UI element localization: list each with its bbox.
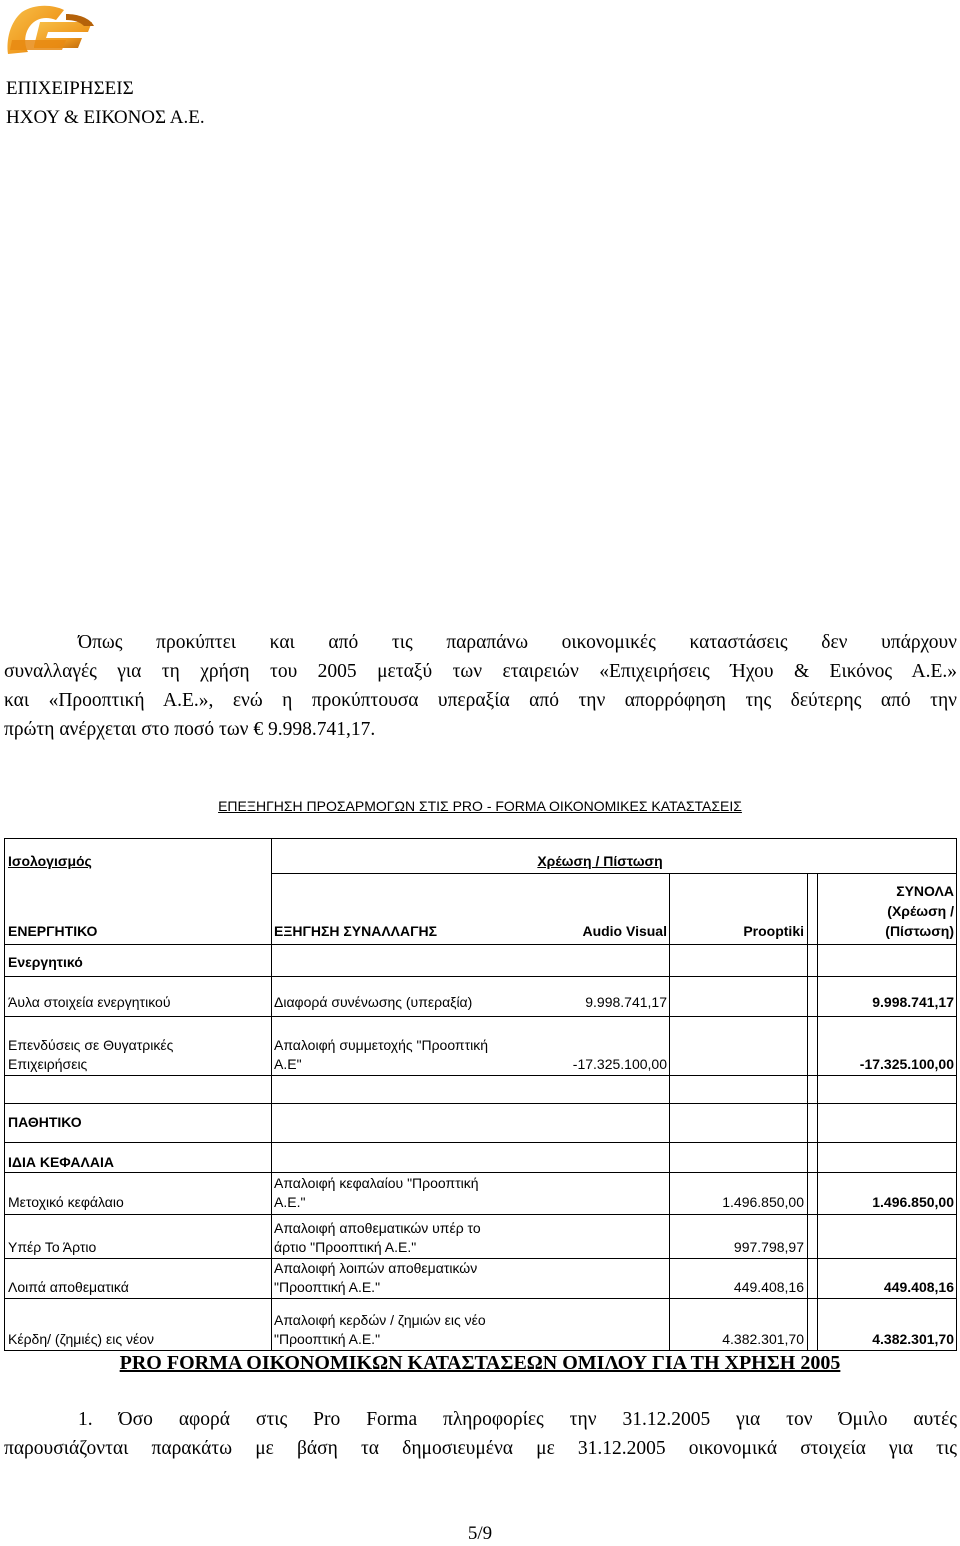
table-header-rule: [271, 873, 957, 874]
row-label-line1: Επενδύσεις σε Θυγατρικές: [8, 1037, 174, 1053]
table-border-top: [4, 838, 957, 839]
row-explanation: Διαφορά συνένωσης (υπεραξία): [274, 994, 473, 1010]
paragraph-line: και «Προοπτική Α.Ε.», ενώ η προκύπτουσα υπεραξία από την απορρόφηση της δεύτερης από την: [4, 690, 957, 711]
page-number: 5/9: [467, 1523, 493, 1544]
row-explanation-line2: Α.Ε.": [274, 1194, 306, 1210]
adjustments-title: ΕΠΕΞΗΓΗΣΗ ΠΡΟΣΑΡΜΟΓΩΝ ΣΤΙΣ PRO - FORMA ΟΙΚΟΝΟΜΙΚΕΣ ΚΑΤΑΣΤΑΣΕΙΣ: [218, 798, 742, 814]
row-prooptiki-value: 997.798,97: [733, 1239, 804, 1255]
row-explanation-line2: Α.Ε": [274, 1056, 302, 1072]
company-name: [6, 74, 205, 132]
table-row-rule: [4, 1172, 957, 1173]
company-name-line1: ΕΠΙΧΕΙΡΗΣΕΙΣ: [6, 78, 134, 99]
prooptiki-column-header: Prooptiki: [743, 923, 804, 939]
table-row-rule: [4, 1298, 957, 1299]
row-total-value: 1.496.850,00: [872, 1194, 954, 1210]
paragraph-line: Όπως προκύπτει και από τις παραπάνω οικονομικές καταστάσεις δεν υπάρχουν: [78, 632, 957, 653]
totals-column-header-line1: ΣΥΝΟΛΑ: [896, 883, 954, 899]
table-row-rule: [4, 1103, 957, 1104]
row-explanation-line1: Απαλοιφή αποθεματικών υπέρ το: [274, 1220, 481, 1236]
row-explanation-line1: Απαλοιφή λοιπών αποθεματικών: [274, 1260, 478, 1276]
row-explanation-line1: Απαλοιφή κερδών / ζημιών εις νέο: [274, 1312, 486, 1328]
intro-paragraph: [4, 628, 957, 744]
assets-column-header: ΕΝΕΡΓΗΤΙΚΟ: [8, 923, 98, 939]
row-explanation-line1: Απαλοιφή συμμετοχής "Προοπτική: [274, 1037, 489, 1053]
row-label: Λοιπά αποθεματικά: [8, 1279, 129, 1295]
row-prooptiki-value: 1.496.850,00: [722, 1194, 804, 1210]
table-row-rule: [4, 1075, 957, 1076]
row-prooptiki-value: 4.382.301,70: [722, 1331, 804, 1347]
debit-credit-header: Χρέωση / Πίστωση: [537, 853, 663, 869]
table-row-rule: [4, 1258, 957, 1259]
table-row-rule: [4, 1016, 957, 1017]
table-border-left: [4, 838, 5, 1351]
row-total-value: 9.998.741,17: [872, 994, 954, 1010]
row-audio-value: 9.998.741,17: [585, 994, 667, 1010]
note-paragraph: [4, 1405, 957, 1463]
company-logo-icon: [4, 2, 96, 60]
table-border-right: [956, 838, 957, 1351]
paragraph-line: πρώτη ανέρχεται στο ποσό των € 9.998.741,17.: [4, 719, 376, 740]
row-prooptiki-value: 449.408,16: [733, 1279, 804, 1295]
row-explanation-line2: "Προοπτική Α.Ε.": [274, 1279, 381, 1295]
table-col-divider: [271, 838, 272, 1351]
row-total-value: -17.325.100,00: [859, 1056, 954, 1072]
note-line: 1. Όσο αφορά στις Pro Forma πληροφορίες την 31.12.2005 για τον Όμιλο αυτές: [78, 1409, 957, 1430]
row-explanation-line2: "Προοπτική Α.Ε.": [274, 1331, 381, 1347]
totals-column-header-line2: (Χρέωση /: [887, 903, 954, 919]
totals-column-header-line3: (Πίστωση): [885, 923, 954, 939]
audio-visual-column-header: Audio Visual: [582, 923, 667, 939]
paragraph-line: συναλλαγές για τη χρήση του 2005 μεταξύ των εταιρειών «Επιχειρήσεις Ήχου & Εικόνος Α.Ε.»: [4, 661, 957, 682]
explanation-column-header: ΕΞΗΓΗΣΗ ΣΥΝΑΛΛΑΓΗΣ: [274, 923, 438, 939]
row-label-line2: Επιχειρήσεις: [8, 1056, 88, 1072]
row-total-value: 4.382.301,70: [872, 1331, 954, 1347]
table-header-bottom-rule: [4, 944, 957, 945]
table-row-rule: [4, 1214, 957, 1215]
company-name-line2: ΗΧΟΥ & ΕΙΚΟΝΟΣ Α.Ε.: [6, 107, 205, 128]
table-row-rule: [4, 1142, 957, 1143]
row-label: Μετοχικό κεφάλαιο: [8, 1194, 124, 1210]
table-border-bottom: [4, 1350, 957, 1351]
assets-section-label: Ενεργητικό: [8, 954, 83, 970]
row-label: Άυλα στοιχεία ενεργητικού: [8, 994, 171, 1010]
row-audio-value: -17.325.100,00: [572, 1056, 667, 1072]
row-label: Κέρδη/ (ζημιές) εις νέον: [8, 1331, 155, 1347]
liabilities-section-label: ΠΑΘΗΤΙΚΟ: [8, 1114, 82, 1130]
note-line: παρουσιάζονται παρακάτω με βάση τα δημοσιευμένα με 31.12.2005 οικονομικά στοιχεία για τις: [4, 1438, 957, 1459]
row-total-value: 449.408,16: [883, 1279, 954, 1295]
balance-sheet-label: Ισολογισμός: [8, 853, 92, 869]
row-explanation-line1: Απαλοιφή κεφαλαίου "Προοπτική: [274, 1175, 479, 1191]
table-row-rule: [4, 976, 957, 977]
pro-forma-title: PRO FORMA ΟΙΚΟΝΟΜΙΚΩΝ ΚΑΤΑΣΤΑΣΕΩΝ ΟΜΙΛΟΥ ΓΙΑ ΤΗ ΧΡΗΣΗ 2005: [119, 1352, 841, 1374]
equity-section-label: ΙΔΙΑ ΚΕΦΑΛΑΙΑ: [8, 1154, 114, 1170]
row-label: Υπέρ Το Άρτιο: [8, 1239, 97, 1255]
row-explanation-line2: άρτιο "Προοπτική Α.Ε.": [274, 1239, 417, 1255]
